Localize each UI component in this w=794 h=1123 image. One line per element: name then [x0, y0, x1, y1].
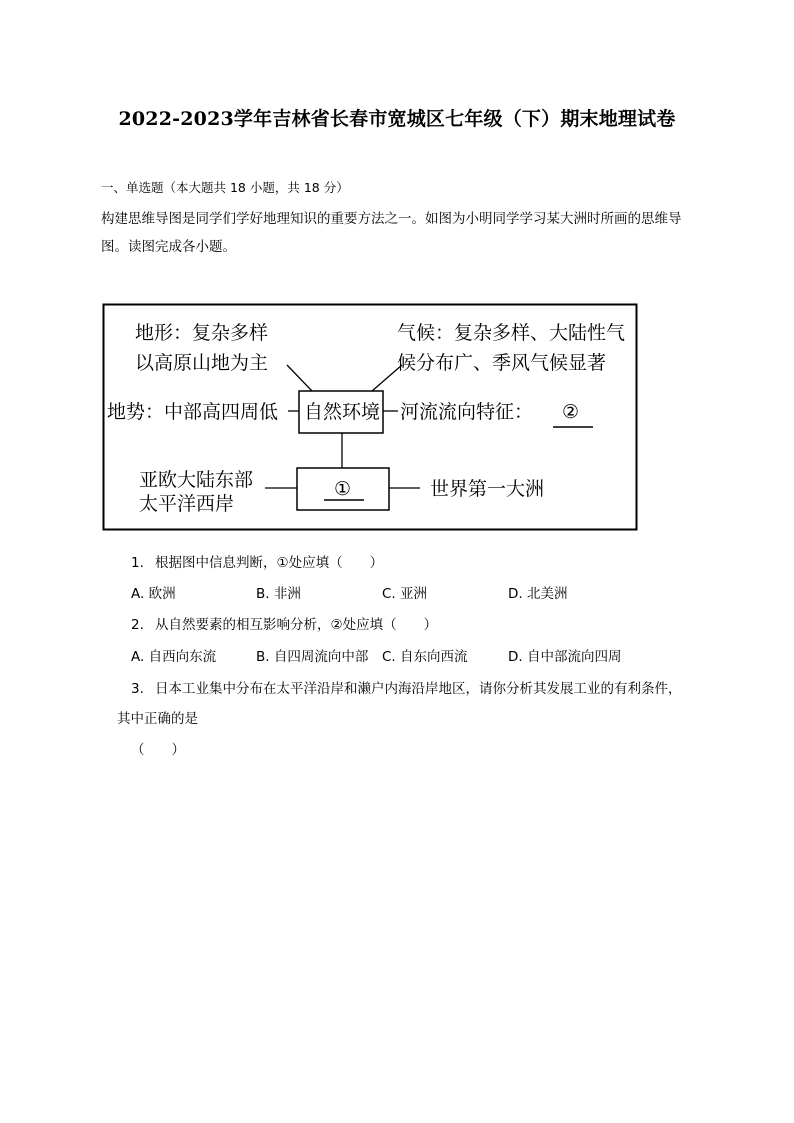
- bottomright-label: 世界第一大洲: [430, 478, 545, 500]
- question-2-number: 2.: [131, 617, 144, 633]
- q1-option-d[interactable]: D. 北美洲: [508, 586, 568, 602]
- section-heading: 一、单选题（本大题共 18 小题，共 18 分）: [101, 180, 349, 195]
- q2-option-d[interactable]: D. 自中部流向四周: [508, 649, 622, 665]
- question-2-text: 从自然要素的相互影响分析，②处应填（ ）: [155, 617, 438, 633]
- q2-option-c[interactable]: C. 自东向西流: [382, 649, 468, 665]
- page-title: 2022-2023学年吉林省长春市宽城区七年级（下）期末地理试卷: [118, 108, 676, 130]
- question-2: [131, 613, 437, 633]
- topleft-line1: 地形：复杂多样: [135, 322, 269, 344]
- q2-option-b[interactable]: B. 自四周流向中部: [256, 649, 369, 665]
- bottomleft-line1: 亚欧大陆东部: [139, 469, 254, 491]
- topleft-line2: 以高原山地为主: [135, 352, 269, 374]
- q1-option-c[interactable]: C. 亚洲: [382, 586, 428, 602]
- connector-topleft: [287, 365, 312, 391]
- center-label: 自然环境: [304, 401, 381, 423]
- mind-map-diagram: [102, 303, 638, 531]
- bottomleft-line2: 太平洋西岸: [139, 493, 235, 515]
- question-1-number: 1.: [131, 555, 144, 571]
- topright-line1: 气候：复杂多样、大陆性气: [397, 322, 626, 344]
- q2-option-a[interactable]: A. 自西向东流: [131, 649, 217, 665]
- question-3-text-line2: 其中正确的是: [117, 711, 198, 727]
- blank-2: ②: [562, 401, 580, 423]
- left-label: 地势：中部高四周低: [107, 401, 279, 423]
- question-1-text: 根据图中信息判断，①处应填（ ）: [155, 555, 384, 571]
- question-3-number: 3.: [131, 681, 144, 697]
- blank-1: ①: [334, 478, 352, 500]
- q1-option-a[interactable]: A. 欧洲: [131, 586, 176, 602]
- question-1: [131, 551, 383, 571]
- question-3: [131, 677, 682, 697]
- question-3-answer-blank: （ ）: [131, 742, 185, 758]
- right-label: 河流流向特征：: [400, 401, 534, 423]
- topright-line2: 候分布广、季风气候显著: [397, 352, 607, 374]
- q1-option-b[interactable]: B. 非洲: [256, 586, 301, 602]
- intro-paragraph: 构建思维导图是同学们学好地理知识的重要方法之一。如图为小明同学学习某大洲时所画的思维导图。读图完成各小题。: [101, 211, 682, 255]
- question-3-text: 日本工业集中分布在太平洋沿岸和濑户内海沿岸地区，请你分析其发展工业的有利条件，: [155, 681, 682, 697]
